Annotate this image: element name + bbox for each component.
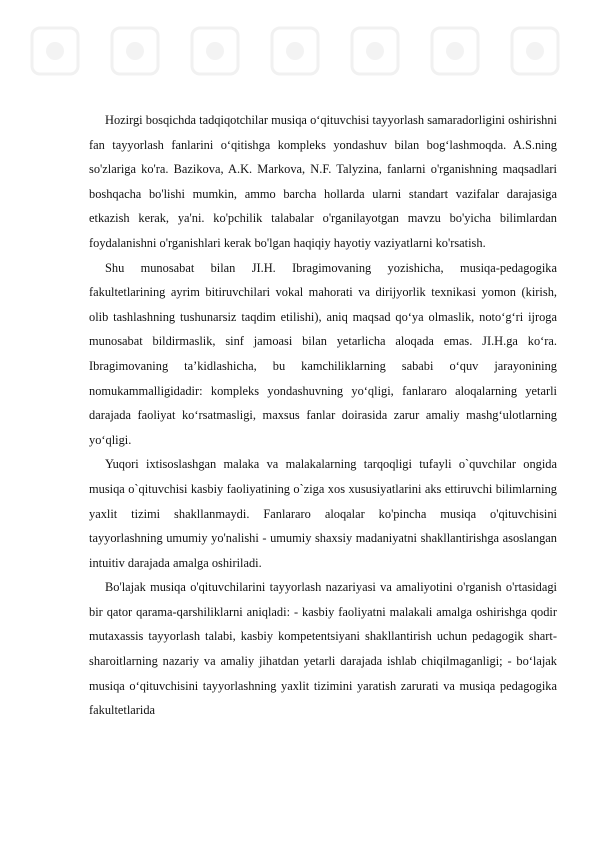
paragraph-4: Bo'lajak musiqa o'qituvchilarini tayyorlash nazariyasi va amaliyotini o'rganish o'rtasidagi bir qator qarama-qarshiliklarni aniqladi: - kasbiy faoliyatni malakali amalga oshirishga qodir mutaxassis tayyorlash talabi, kasbiy kompetentsiyani shakllantirish uchun pedagogik shart-sharoitlarning nazariy va amaliy jihatdan yetarli darajada ishlab chiqilmaganligi; - bo‘lajak musiqa o‘qituvchisini tayyorlashning yaxlit tizimini yaratish zarurati va musiqa pedagogika fakultetlarida (89, 580, 557, 718)
paragraph-2: Shu munosabat bilan JI.H. Ibragimovaning yozishicha, musiqa-pedagogika fakultetlarining ayrim bitiruvchilari vokal mahorati va dirijyorlik texnikasi yomon (kirish, olib tashlashning tushunarsiz taqdim etilishi), aniq maqsad qo‘ya olmaslik, noto‘g‘ri ijroga munosabat bildirmaslik, sinf jamoasi bilan yetarlicha aloqada emas. JI.H.ga ko‘ra. Ibragimovaning ta’kidlashicha, bu kamchiliklarning sababi o‘quv jarayonining nomukammalligidadir: kompleks yondashuvning yo‘qligi, fanlararo aloqalarning yetarli darajada faoliyat ko‘rsatmasligi, maxsus fanlar doirasida zarur amaliy mashg‘ulotlarning yo‘qligi. (89, 260, 557, 447)
document-body (89, 108, 557, 723)
watermark-logo-row (0, 0, 595, 100)
paragraph-1: Hozirgi bosqichda tadqiqotchilar musiqa o‘qituvchisi tayyorlash samaradorligini oshirishni fan tayyorlash fanlarini o‘qitishga kompleks yondashuv bilan bog‘lashmoqda. A.S.ning so'zlariga ko'ra. Bazikova, A.K. Markova, N.F. Talyzina, fanlarni o'rganishning maqsadlari boshqacha bo'lishi mumkin, ammo barcha hollarda ularni standart vazifalar darajasiga etkazish kerak, ya'ni. ko'pchilik talabalar o'rganilayotgan mavzu bo'yicha bilimlardan foydalanishni o'rganishlari kerak bo'lgan haqiqiy hayotiy vaziyatlarni ko'rsatish. (89, 113, 557, 250)
paragraph-3: Yuqori ixtisoslashgan malaka va malakalarning tarqoqligi tufayli o`quvchilar ongida musiqa o`qituvchisi kasbiy faoliyatining o`ziga xos xususiyatlarini aks ettiruvchi bilimlarning yaxlit tizimi shakllanmaydi. Fanlararo aloqalar ko'pincha musiqa o'qituvchisini tayyorlashning umumiy yo'nalishi - umumiy shaxsiy madaniyatni shakllantirishga asoslangan intuitiv darajada amalga oshiriladi. (89, 457, 557, 570)
